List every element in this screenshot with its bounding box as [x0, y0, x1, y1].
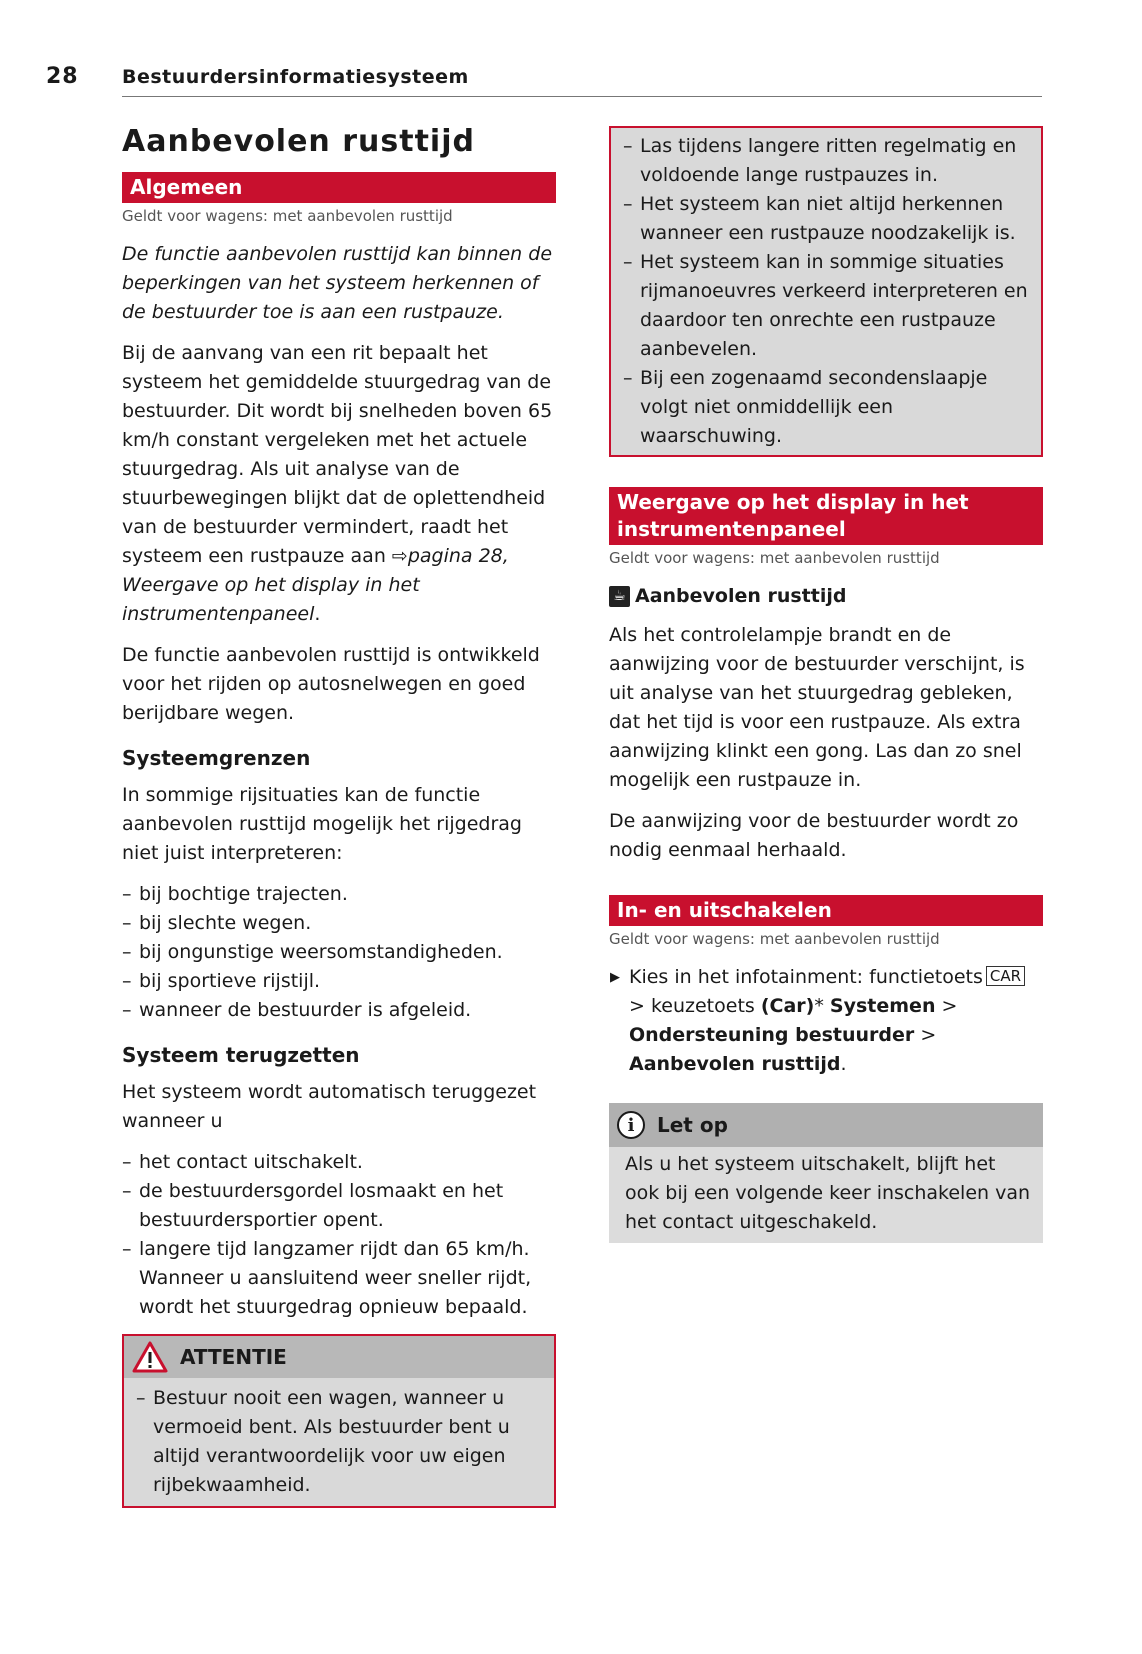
- warning-continuation-box: [609, 126, 1043, 457]
- body-paragraph-2: De functie aanbevolen rusttijd is ontwikkeld voor het rijden op autosnelwegen en goed berijdbare wegen.: [122, 644, 540, 724]
- list-item: – Het systeem kan niet altijd herkennen wanneer een rustpauze noodzakelijk is.: [623, 190, 1029, 248]
- warning-triangle-icon: [132, 1341, 168, 1373]
- section-bar-switch: In- en uitschakelen: [609, 895, 1043, 926]
- para1-end: .: [314, 603, 321, 625]
- list-item: – bij ongunstige weersomstandigheden.: [122, 938, 556, 967]
- section-bar-general: Algemeen: [122, 172, 556, 203]
- note-body: Als u het systeem uitschakelt, blijft het ook bij een volgende keer inschakelen van het contact uitgeschakeld.: [625, 1153, 1031, 1233]
- applies-note: Geldt voor wagens: met aanbevolen rusttijd: [122, 207, 453, 225]
- list-item: – wanneer de bestuurder is afgeleid.: [122, 996, 556, 1025]
- reset-intro: Het systeem wordt automatisch teruggezet wanneer u: [122, 1081, 537, 1132]
- note-header: [609, 1103, 1043, 1147]
- limits-intro: In sommige rijsituaties kan de functie aanbevolen rusttijd mogelijk het rijgedrag niet juist interpreteren:: [122, 784, 522, 864]
- right-column: [609, 126, 1043, 1243]
- left-column: [122, 122, 556, 1508]
- list-item: – Bestuur nooit een wagen, wanneer u vermoeid bent. Als bestuurder bent u altijd verantwoordelijk voor uw eigen rijbekwaamheid.: [136, 1384, 544, 1500]
- note-label: Let op: [657, 1112, 728, 1137]
- step-sep: >: [914, 1024, 937, 1046]
- list-item: – langere tijd langzamer rijdt dan 65 km/h. Wanneer u aansluitend weer sneller rijdt, wordt het stuurgedrag opnieuw bepaald.: [122, 1235, 556, 1322]
- note-box: [609, 1103, 1043, 1243]
- step-star: *: [814, 995, 824, 1017]
- step-aanbevolen: Aanbevolen rusttijd: [629, 1053, 841, 1075]
- warning-box: [122, 1334, 556, 1508]
- list-item: – de bestuurdersgordel losmaakt en het bestuurdersportier opent.: [122, 1177, 556, 1235]
- list-item: – het contact uitschakelt.: [122, 1148, 556, 1177]
- page-heading: Aanbevolen rusttijd: [122, 124, 475, 159]
- page-reference-link[interactable]: pagina 28, Weergave op het display in het instrumentenpaneel: [122, 545, 509, 625]
- list-item: – Bij een zogenaamd secondenslaapje volgt niet onmiddellijk een waarschuwing.: [623, 364, 1029, 451]
- step-ondersteuning: Ondersteuning bestuurder: [629, 1024, 915, 1046]
- reset-heading: Systeem terugzetten: [122, 1043, 360, 1067]
- reset-list: [122, 1148, 556, 1322]
- body-paragraph-1: [122, 339, 556, 629]
- list-item: – Las tijdens langere ritten regelmatig en voldoende lange rustpauzes in.: [623, 132, 1029, 190]
- step-end: .: [840, 1053, 847, 1075]
- subheading-label: Aanbevolen rusttijd: [635, 585, 847, 607]
- display-subheading: [609, 582, 1043, 611]
- bullet-triangle-icon: ▶: [610, 970, 620, 985]
- list-item: – Het systeem kan in sommige situaties rijmanoeuvres verkeerd interpreteren en daardoor ten onrechte een rustpauze aanbevelen.: [623, 248, 1029, 364]
- warning-body: [124, 1378, 554, 1506]
- instruction-step: [609, 963, 1043, 1079]
- limits-heading: Systeemgrenzen: [122, 746, 311, 770]
- warning-header: [124, 1336, 554, 1378]
- display-paragraph-1: Als het controlelampje brandt en de aanwijzing voor de bestuurder verschijnt, is uit analyse van het stuurgedrag gebleken, dat het tijd is voor een rustpauze. Als extra aanwijzing klinkt een gong. Las dan zo snel mogelijk een rustpauze in.: [609, 624, 1025, 791]
- step-text: Kies in het infotainment: functietoets: [629, 966, 983, 988]
- header-divider: [122, 96, 1042, 97]
- car-key-label: CAR: [986, 966, 1025, 986]
- step-sep: > keuzetoets: [629, 995, 761, 1017]
- list-item: – bij bochtige trajecten.: [122, 880, 556, 909]
- intro-paragraph: De functie aanbevolen rusttijd kan binnen de beperkingen van het systeem herkennen of de bestuurder toe is aan een rustpauze.: [122, 243, 553, 323]
- applies-note: Geldt voor wagens: met aanbevolen rusttijd: [609, 549, 940, 567]
- display-paragraph-2: De aanwijzing voor de bestuurder wordt zo nodig eenmaal herhaald.: [609, 810, 1019, 861]
- info-icon: i: [617, 1111, 645, 1139]
- section-bar-display: Weergave op het display in het instrumentenpaneel: [609, 487, 1043, 545]
- warning-label: ATTENTIE: [180, 1344, 287, 1369]
- section-title: Bestuurdersinformatiesysteem: [122, 66, 469, 88]
- step-systemen: Systemen: [829, 995, 936, 1017]
- applies-note: Geldt voor wagens: met aanbevolen rusttijd: [609, 930, 940, 948]
- page-number: 28: [46, 64, 79, 89]
- arrow-right-icon: ⇨: [391, 545, 408, 567]
- para1-text: Bij de aanvang van een rit bepaalt het systeem het gemiddelde stuurgedrag van de bestuurder. Dit wordt bij snelheden boven 65 km/h constant vergeleken met het actuele stuurgedrag. Als uit analyse van de stuurbewegingen blijkt dat de oplettendheid van de bestuurder vermindert, raadt het systeem een rustpauze aan: [122, 342, 553, 567]
- list-item: – bij slechte wegen.: [122, 909, 556, 938]
- step-car: (Car): [760, 995, 815, 1017]
- limits-list: [122, 880, 556, 1025]
- coffee-cup-icon: ☕: [609, 586, 630, 607]
- list-item: – bij sportieve rijstijl.: [122, 967, 556, 996]
- step-sep: >: [935, 995, 958, 1017]
